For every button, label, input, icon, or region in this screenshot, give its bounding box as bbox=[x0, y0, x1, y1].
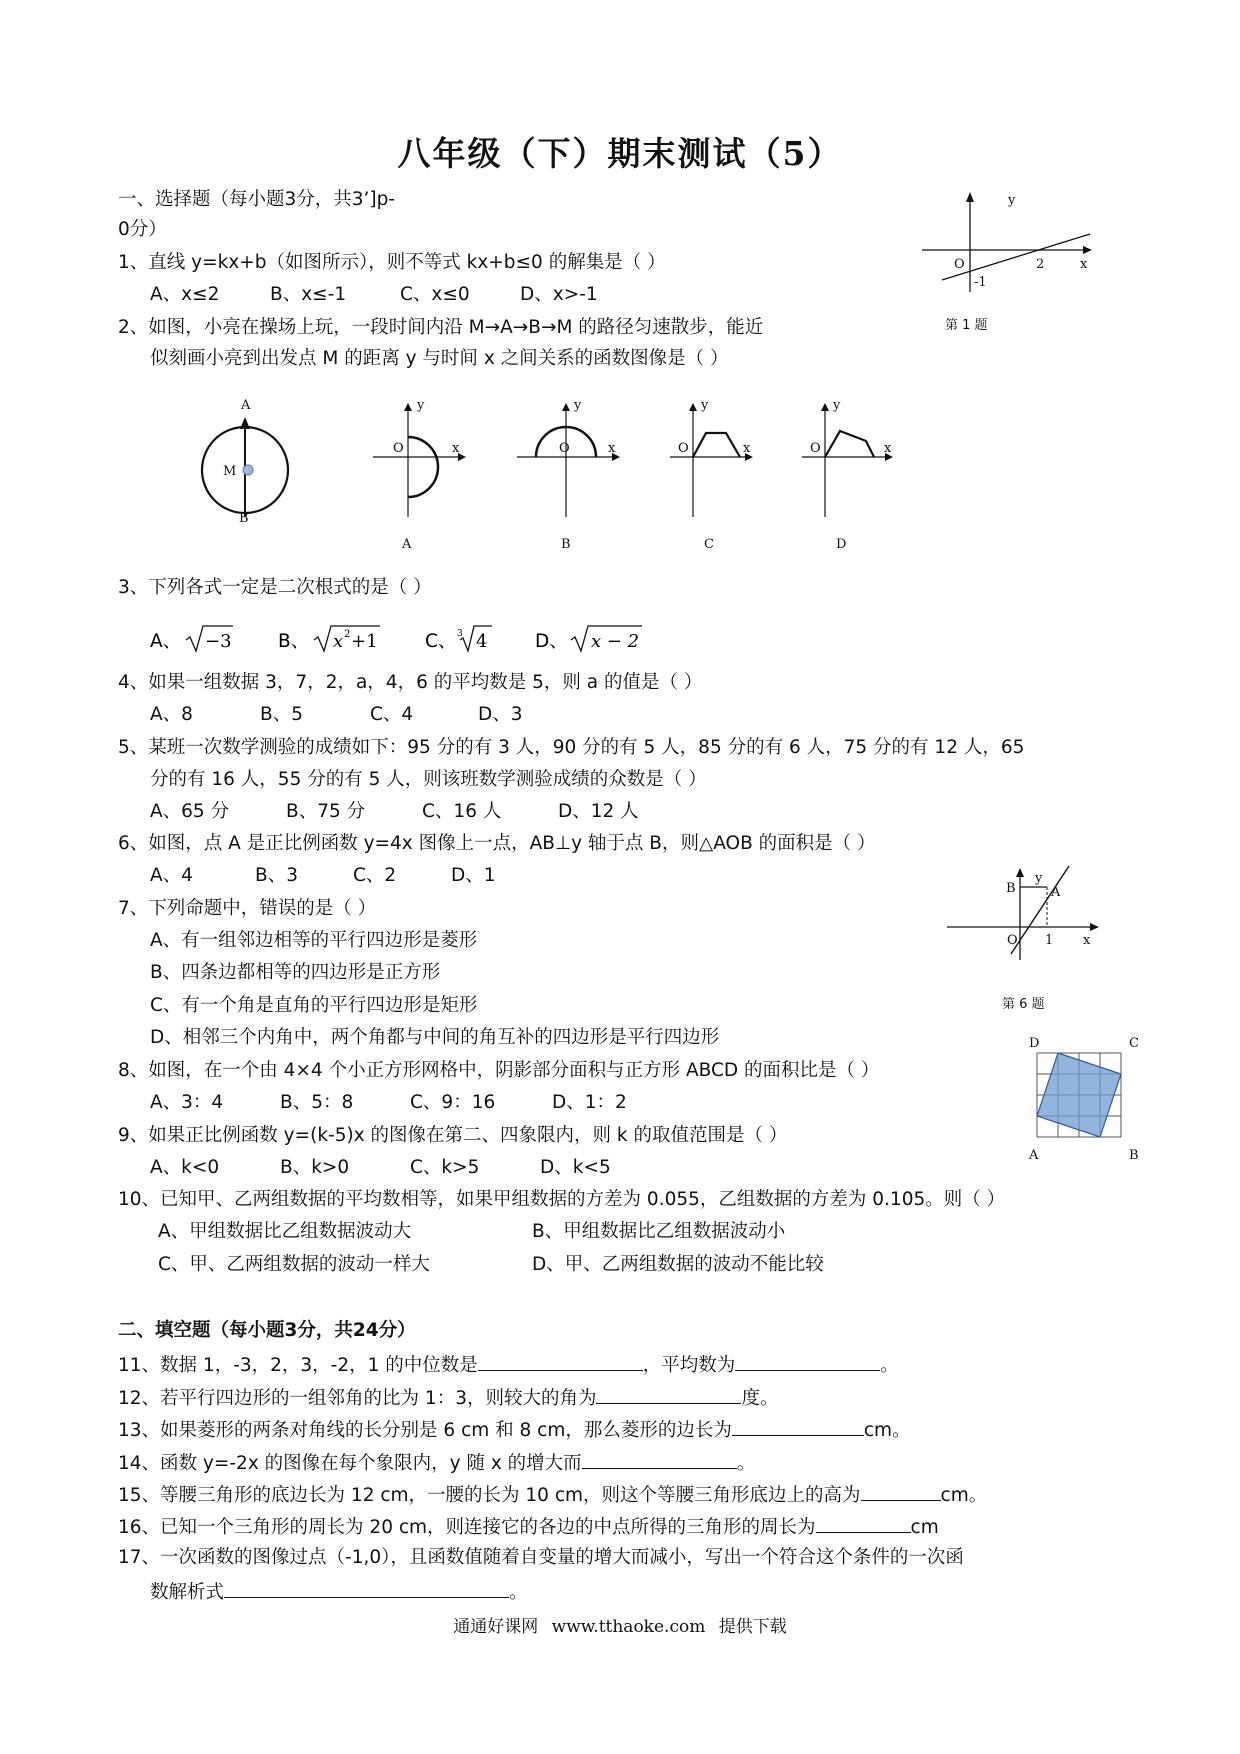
q8-option-d: D、1：2 bbox=[552, 1092, 627, 1113]
q4-stem: 4、如果一组数据 3，7，2，a，4，6 的平均数是 5，则 a 的值是（ ） bbox=[118, 672, 703, 693]
q2-b-label-o: O bbox=[559, 441, 570, 456]
q3-options bbox=[150, 620, 670, 660]
q2-d-label-x: x bbox=[884, 441, 892, 456]
q6-label-1: 1 bbox=[1045, 933, 1054, 948]
q2-figure-svg bbox=[190, 395, 910, 555]
q1-label-2: 2 bbox=[1036, 257, 1045, 272]
q3-option-d-value: x − 2 bbox=[591, 631, 640, 652]
q16-text-1: 16、已知一个三角形的周长为 20 cm，则连接它的各边的中点所得的三角形的周长为 bbox=[118, 1517, 816, 1538]
q6-y-arrow bbox=[1016, 868, 1024, 877]
q2-diameter-arrow bbox=[240, 417, 250, 429]
q14-text-1: 14、函数 y=-2x 的图像在每个象限内，y 随 x 的增大而 bbox=[118, 1453, 582, 1474]
q2-b-label-x: x bbox=[608, 441, 616, 456]
q17-text-1: 数解析式 bbox=[150, 1582, 225, 1603]
q5-option-b: B、75 分 bbox=[286, 801, 366, 822]
q2-stem-line2: 似刻画小亮到出发点 M 的距离 y 与时间 x 之间关系的函数图像是（ ） bbox=[150, 348, 729, 369]
q17-line1: 17、一次函数的图像过点（-1,0），且函数值随着自变量的增大而减小，写出一个符合这个条件的一次函 bbox=[118, 1547, 964, 1568]
q4-option-b: B、5 bbox=[260, 704, 303, 725]
q11-text-2: ，平均数为 bbox=[642, 1355, 736, 1376]
section2-heading: 二、填空题（每小题3分，共24分） bbox=[118, 1320, 416, 1341]
q2-point-m bbox=[243, 465, 253, 475]
q1-figure bbox=[920, 188, 1100, 298]
q9-option-d: D、k<5 bbox=[540, 1157, 611, 1178]
q9-option-c: C、k>5 bbox=[410, 1157, 480, 1178]
q2-stem-line1: 2、如图，小亮在操场上玩，一段时间内沿 M→A→B→M 的路径匀速散步，能近 bbox=[118, 317, 764, 338]
q17-line2 bbox=[150, 1577, 528, 1606]
footer-url[interactable]: www.tthaoke.com bbox=[551, 1617, 706, 1637]
q2-option-letter-c: C bbox=[704, 537, 714, 552]
q8-option-c: C、9：16 bbox=[410, 1092, 496, 1113]
q9-stem: 9、如果正比例函数 y=(k-5)x 的图像在第二、四象限内，则 k 的取值范围是（ ） bbox=[118, 1125, 788, 1146]
page-footer bbox=[0, 1612, 1240, 1637]
q8-label-b: B bbox=[1129, 1148, 1139, 1163]
q2-b-label-y: y bbox=[574, 398, 582, 413]
q7-option-b: B、四条边都相等的四边形是正方形 bbox=[150, 962, 441, 983]
q4-option-c: C、4 bbox=[370, 704, 414, 725]
q8-label-c: C bbox=[1129, 1036, 1139, 1051]
q2-a-label-o: O bbox=[393, 441, 404, 456]
q12-text-2: 度。 bbox=[741, 1388, 779, 1409]
q3-option-d-prefix: D、 bbox=[535, 631, 568, 652]
q1-option-d: D、x>-1 bbox=[520, 284, 598, 305]
q6-figure bbox=[945, 862, 1115, 962]
q2-d-label-o: O bbox=[810, 441, 821, 456]
q6-x-arrow bbox=[1090, 923, 1099, 931]
q17-text-2: 。 bbox=[509, 1582, 528, 1603]
q3-option-a-value: −3 bbox=[205, 631, 232, 652]
footer-suffix: 提供下载 bbox=[718, 1617, 787, 1637]
q6-label-x: x bbox=[1083, 933, 1091, 948]
q3-option-b-prefix: B、 bbox=[278, 631, 310, 652]
q3-option-b-exp: 2 bbox=[344, 629, 351, 640]
q8-label-a: A bbox=[1029, 1148, 1039, 1163]
q6-option-d: D、1 bbox=[451, 865, 496, 886]
q6-label-y: y bbox=[1035, 871, 1043, 886]
q15-text-1: 15、等腰三角形的底边长为 12 cm，一腰的长为 10 cm，则这个等腰三角形底边上的高为 bbox=[118, 1485, 861, 1506]
q2-circle-figure bbox=[202, 398, 288, 526]
q11-mean-blank[interactable] bbox=[735, 1350, 880, 1371]
q6-options bbox=[150, 863, 496, 889]
q3-option-b-base: x bbox=[333, 631, 344, 652]
q2-a-label-x: x bbox=[452, 441, 460, 456]
q3-stem: 3、下列各式一定是二次根式的是（ ） bbox=[118, 577, 432, 598]
q8-grid-svg bbox=[1025, 1035, 1145, 1165]
q1-graph bbox=[920, 188, 1100, 298]
q8-figure bbox=[1025, 1035, 1145, 1165]
q3-option-b-tail: +1 bbox=[351, 631, 378, 652]
q6-label-b: B bbox=[1006, 881, 1016, 896]
q17-answer-blank[interactable] bbox=[224, 1577, 509, 1598]
q3-option-a-prefix: A、 bbox=[150, 631, 182, 652]
q9-options bbox=[150, 1155, 611, 1181]
q7-option-d: D、相邻三个内角中，两个角都与中间的角互补的四边形是平行四边形 bbox=[150, 1027, 720, 1048]
q14-answer-blank[interactable] bbox=[582, 1448, 737, 1469]
page-title: 八年级（下）期末测试（5） bbox=[397, 134, 843, 173]
q2-graph-b bbox=[517, 398, 620, 517]
q2-c-label-o: O bbox=[678, 441, 689, 456]
section1-heading-line2: 0分） bbox=[118, 219, 167, 240]
q8-option-a: A、3：4 bbox=[150, 1092, 224, 1113]
q8-option-b: B、5：8 bbox=[280, 1092, 354, 1113]
q13-answer-blank[interactable] bbox=[732, 1415, 864, 1436]
q6-label-o: O bbox=[1007, 933, 1018, 948]
q2-c-label-y: y bbox=[701, 398, 709, 413]
q2-figures bbox=[190, 395, 910, 555]
q11-text-1: 11、数据 1，-3，2，3，-2，1 的中位数是 bbox=[118, 1355, 478, 1376]
q2-option-letter-d: D bbox=[836, 537, 847, 552]
q1-label-o: O bbox=[954, 257, 965, 272]
q6-graph bbox=[945, 862, 1115, 962]
q1-option-a: A、x≤2 bbox=[150, 284, 220, 305]
q2-label-b: B bbox=[239, 511, 249, 526]
q2-option-letter-b: B bbox=[561, 537, 571, 552]
q2-graph-a bbox=[373, 398, 466, 517]
section1-heading-line1: 一、选择题（每小题3分，共3’]p- bbox=[118, 189, 396, 210]
q6-option-a: A、4 bbox=[150, 865, 193, 886]
q8-options bbox=[150, 1090, 627, 1116]
q1-caption: 第 1 题 bbox=[945, 318, 988, 333]
q11-line bbox=[118, 1350, 899, 1379]
q1-option-c: C、x≤0 bbox=[400, 284, 470, 305]
q10-option-b: B、甲组数据比乙组数据波动小 bbox=[532, 1221, 786, 1242]
q15-answer-blank[interactable] bbox=[861, 1480, 941, 1501]
q1-label-x: x bbox=[1080, 257, 1088, 272]
q15-text-2: cm。 bbox=[940, 1485, 988, 1506]
q2-label-m: M bbox=[223, 464, 237, 479]
q3-options-svg bbox=[150, 620, 670, 660]
q10-option-a: A、甲组数据比乙组数据波动大 bbox=[158, 1221, 412, 1242]
q1-y-arrow bbox=[966, 192, 974, 202]
q6-stem: 6、如图，点 A 是正比例函数 y=4x 图像上一点，AB⊥y 轴于点 B，则△AOB 的面积是（ ） bbox=[118, 833, 876, 854]
q13-text-2: cm。 bbox=[863, 1420, 911, 1441]
q7-option-c: C、有一个角是直角的平行四边形是矩形 bbox=[150, 995, 478, 1016]
q1-label-y: y bbox=[1008, 193, 1016, 208]
q5-stem-line1: 5、某班一次数学测验的成绩如下：95 分的有 3 人，90 分的有 5 人，85 分的有 6 人，75 分的有 12 人，65 bbox=[118, 737, 1025, 758]
q6-caption: 第 6 题 bbox=[1002, 997, 1045, 1012]
q16-answer-blank[interactable] bbox=[816, 1512, 911, 1533]
q4-option-d: D、3 bbox=[478, 704, 523, 725]
q6-option-c: C、2 bbox=[353, 865, 397, 886]
q16-line bbox=[118, 1512, 939, 1541]
q5-options bbox=[150, 799, 639, 825]
q9-option-a: A、k<0 bbox=[150, 1157, 220, 1178]
q2-option-letter-a: A bbox=[402, 537, 412, 552]
q1-label-minus1: -1 bbox=[974, 275, 987, 290]
q8-label-d: D bbox=[1029, 1036, 1040, 1051]
q10-option-c: C、甲、乙两组数据的波动一样大 bbox=[158, 1254, 430, 1275]
q2-d-label-y: y bbox=[833, 398, 841, 413]
q14-line bbox=[118, 1448, 755, 1477]
q11-text-3: 。 bbox=[880, 1355, 899, 1376]
q9-option-b: B、k>0 bbox=[280, 1157, 350, 1178]
q6-option-b: B、3 bbox=[255, 865, 298, 886]
q14-text-2: 。 bbox=[736, 1453, 756, 1474]
q15-line bbox=[118, 1480, 987, 1509]
q10-stem: 10、已知甲、乙两组数据的平均数相等，如果甲组数据的方差为 0.055，乙组数据的方差为 0.105。则（ ） bbox=[118, 1189, 1006, 1210]
q7-option-a: A、有一组邻边相等的平行四边形是菱形 bbox=[150, 930, 478, 951]
q12-answer-blank[interactable] bbox=[596, 1383, 741, 1404]
q6-label-a: A bbox=[1051, 885, 1061, 900]
q2-graph-d bbox=[802, 398, 893, 517]
q12-line bbox=[118, 1383, 778, 1412]
q12-text-1: 12、若平行四边形的一组邻角的比为 1：3，则较大的角为 bbox=[118, 1388, 597, 1409]
q2-c-label-x: x bbox=[743, 441, 751, 456]
q11-median-blank[interactable] bbox=[478, 1350, 643, 1371]
q2-label-a: A bbox=[241, 398, 251, 413]
q8-shaded-square bbox=[1037, 1053, 1121, 1137]
q1-options bbox=[150, 282, 598, 308]
q13-text-1: 13、如果菱形的两条对角线的长分别是 6 cm 和 8 cm，那么菱形的边长为 bbox=[118, 1420, 732, 1441]
q7-stem: 7、下列命题中，错误的是（ ） bbox=[118, 898, 377, 919]
q10-option-d: D、甲、乙两组数据的波动不能比较 bbox=[532, 1254, 824, 1275]
q2-graph-c bbox=[670, 398, 753, 517]
q8-stem: 8、如图，在一个由 4×4 个小正方形网格中，阴影部分面积与正方形 ABCD 的面积比是（ ） bbox=[118, 1060, 880, 1081]
q1-stem: 1、直线 y=kx+b（如图所示），则不等式 kx+b≤0 的解集是（ ） bbox=[118, 252, 666, 273]
q3-option-c-prefix: C、 bbox=[425, 631, 457, 652]
q13-line bbox=[118, 1415, 911, 1444]
q3-option-c-index: 3 bbox=[457, 629, 463, 639]
q4-options bbox=[150, 702, 523, 728]
q5-option-a: A、65 分 bbox=[150, 801, 230, 822]
q5-option-c: C、16 人 bbox=[422, 801, 502, 822]
q3-option-c-value: 4 bbox=[476, 631, 488, 652]
q5-option-d: D、12 人 bbox=[558, 801, 639, 822]
q1-option-b: B、x≤-1 bbox=[270, 284, 347, 305]
q4-option-a: A、8 bbox=[150, 704, 193, 725]
q2-a-label-y: y bbox=[417, 398, 425, 413]
footer-site-name: 通通好课网 bbox=[453, 1617, 539, 1637]
q1-x-arrow bbox=[1083, 246, 1092, 254]
q16-text-2: cm bbox=[910, 1517, 939, 1538]
q5-stem-line2: 分的有 16 人，55 分的有 5 人，则该班数学测验成绩的众数是（ ） bbox=[150, 769, 707, 790]
